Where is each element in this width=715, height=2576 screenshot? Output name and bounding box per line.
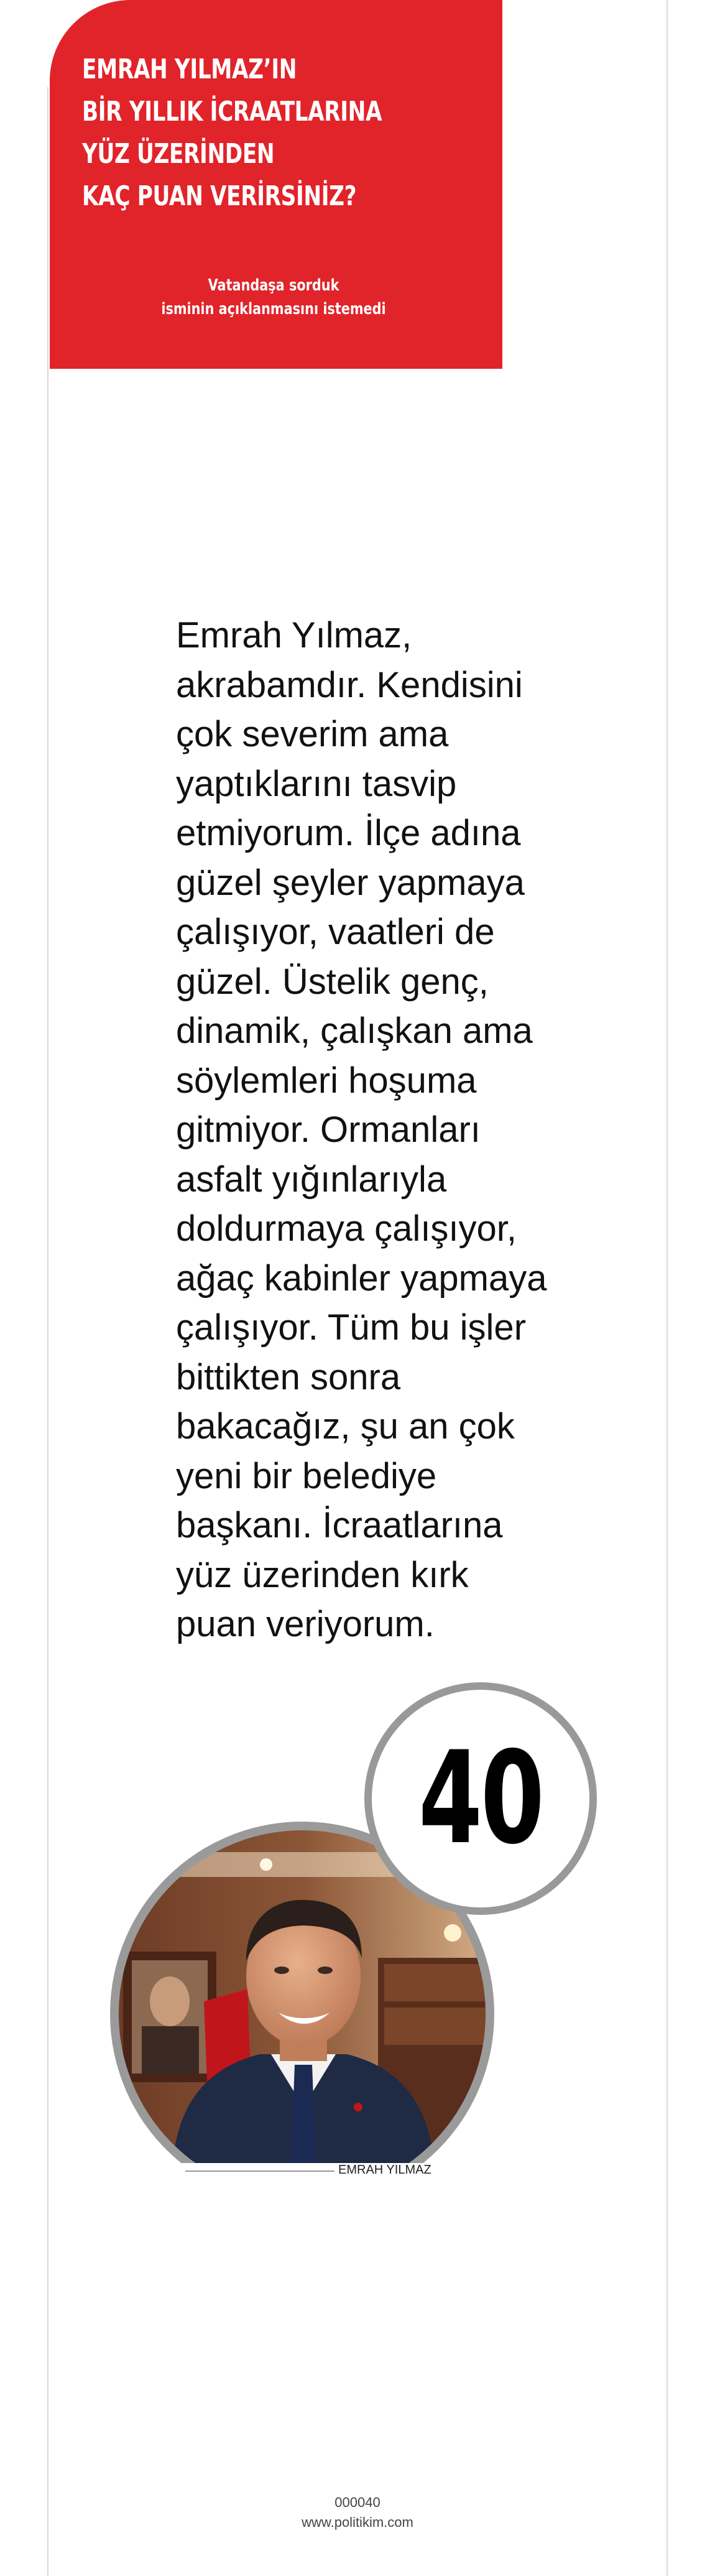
quote-line: etmiyorum. İlçe adına xyxy=(176,813,521,853)
banner-title-line: YÜZ ÜZERİNDEN xyxy=(82,138,275,170)
quote-line: yüz üzerinden kırk xyxy=(176,1554,469,1595)
site-url[interactable]: www.politikim.com xyxy=(302,2514,413,2530)
banner-subtitle xyxy=(154,274,393,321)
quote-line: güzel. Üstelik genç, xyxy=(176,961,489,1002)
left-divider xyxy=(47,87,48,2576)
citizen-quote xyxy=(176,611,574,1649)
quote-line: gitmiyor. Ormanları xyxy=(176,1110,481,1150)
quote-line: güzel şeyler yapmaya xyxy=(176,862,525,903)
quote-line: bittikten sonra xyxy=(176,1356,401,1397)
quote-line: bakacağız, şu an çok xyxy=(176,1406,515,1447)
banner-subtitle-line: isminin açıklanmasını istemedi xyxy=(161,300,386,318)
quote-line: yaptıklarını tasvip xyxy=(176,763,457,804)
banner-title-line: KAÇ PUAN VERİRSİNİZ? xyxy=(82,180,357,212)
quote-line: ağaç kabinler yapmaya xyxy=(176,1258,547,1299)
quote-line: Emrah Yılmaz, xyxy=(176,615,412,656)
right-divider xyxy=(667,0,668,2576)
quote-line: başkanı. İcraatlarına xyxy=(176,1505,503,1545)
score-value: 40 xyxy=(418,1725,543,1873)
banner-title-line: EMRAH YILMAZ’IN xyxy=(82,53,297,85)
quote-line: puan veriyorum. xyxy=(176,1604,435,1644)
banner-subtitle-line: Vatandaşa sorduk xyxy=(208,276,339,295)
quote-line: yeni bir belediye xyxy=(176,1455,437,1496)
portrait-caption: EMRAH YILMAZ xyxy=(338,2163,431,2177)
quote-line: çok severim ama xyxy=(176,714,449,754)
score-badge xyxy=(364,1682,597,1915)
page-code: 000040 xyxy=(334,2495,381,2510)
quote-line: akrabamdır. Kendisini xyxy=(176,664,523,705)
quote-line: çalışıyor, vaatleri de xyxy=(176,912,495,952)
quote-line: çalışıyor. Tüm bu işler xyxy=(176,1307,527,1348)
quote-line: asfalt yığınlarıyla xyxy=(176,1159,447,1200)
caption-divider xyxy=(185,2171,334,2172)
banner-title-line: BİR YILLIK İCRAATLARINA xyxy=(82,96,382,127)
quote-line: söylemleri hoşuma xyxy=(176,1060,477,1101)
quote-line: doldurmaya çalışıyor, xyxy=(176,1208,517,1249)
quote-line: dinamik, çalışkan ama xyxy=(176,1011,533,1051)
banner-title xyxy=(82,49,392,218)
